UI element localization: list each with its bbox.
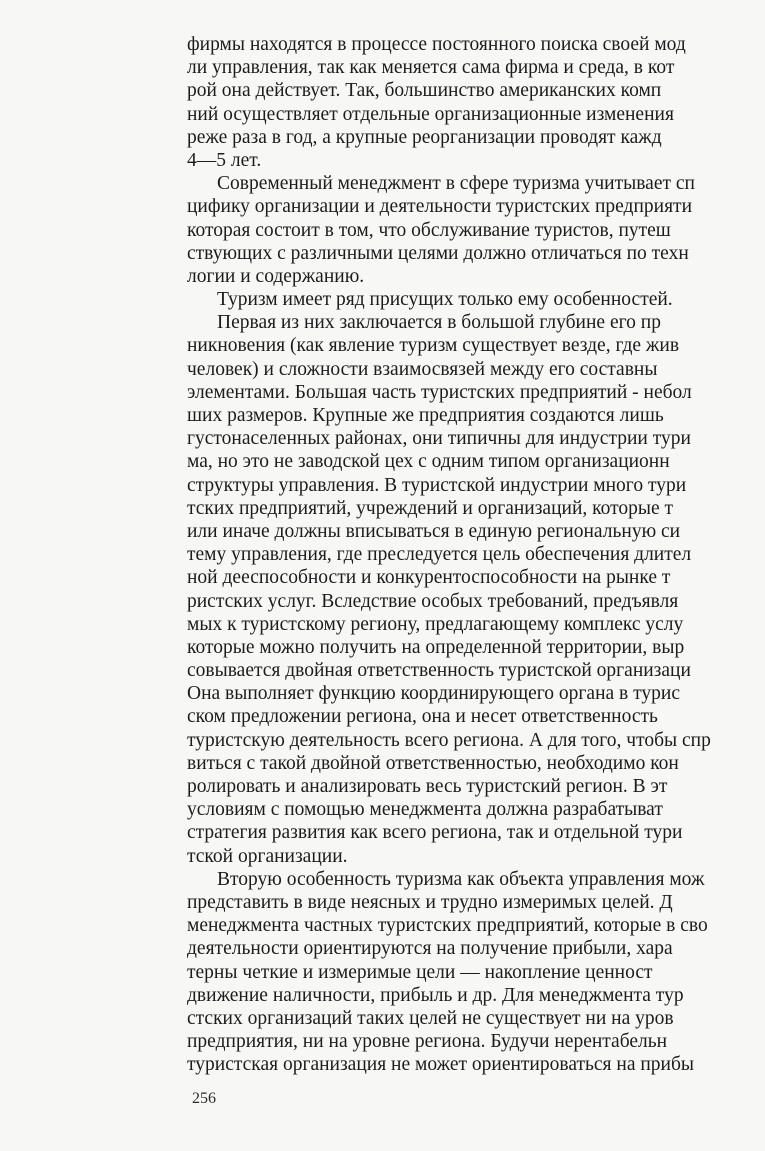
text-line: Современный менеджмент в сфере туризма учитывает сп xyxy=(217,173,695,195)
text-line: деятельности ориентируются на получение прибыли, хара xyxy=(187,938,673,960)
text-line: условиям с помощью менеджмента должна разрабатыват xyxy=(187,799,663,821)
text-line: Она выполняет функцию координирующего органа в турис xyxy=(187,683,680,705)
page-number: 256 xyxy=(192,1090,216,1107)
text-line: мых к туристскому региону, предлагающему комплекс услу xyxy=(187,613,684,635)
text-line: рой она действует. Так, большинство американских комп xyxy=(187,80,662,102)
text-line: ших размеров. Крупные же предприятия создаются лишь xyxy=(187,405,664,426)
text-line: Вторую особенность туризма как объекта управления мож xyxy=(217,868,705,890)
text-line: менеджмента частных туристских предприятий, которые в сво xyxy=(187,915,708,937)
text-line: ристских услуг. Вследствие особых требований, предъявля xyxy=(187,590,679,612)
text-line: терны четкие и измеримые цели — накопление ценност xyxy=(187,961,653,983)
text-line: реже раза в год, а крупные реорганизации проводят кажд xyxy=(187,126,662,148)
text-line: движение наличности, прибыль и др. Для менеджмента тур xyxy=(187,984,684,1006)
text-line: фирмы находятся в процессе постоянного поиска своей мод xyxy=(187,34,686,55)
text-line: цифику организации и деятельности туристских предприяти xyxy=(187,196,693,218)
text-line: которые можно получить на определенной территории, выр xyxy=(187,636,685,658)
text-line: ма, но это не заводской цех с одним типом организационн xyxy=(187,451,670,473)
text-line: совывается двойная ответственность туристской организаци xyxy=(187,660,691,682)
text-line: туристская организация не может ориентироваться на прибы xyxy=(187,1054,694,1076)
text-line: 4—5 лет. xyxy=(187,149,262,171)
text-line: ной дееспособности и конкурентоспособности на рынке т xyxy=(187,567,671,589)
text-line: структуры управления. В туристской индустрии много тури xyxy=(187,474,687,496)
text-line: Первая из них заключается в большой глубине его пр xyxy=(217,312,661,334)
text-line: ствующих с различными целями должно отличаться по техн xyxy=(187,242,689,264)
text-line: Туризм имеет ряд присущих только ему особенностей. xyxy=(217,289,673,311)
text-line: или иначе должны вписываться в единую региональную си xyxy=(187,520,681,542)
text-line: стских организаций таких целей не существует ни на уров xyxy=(187,1007,674,1029)
text-line: туристскую деятельность всего региона. А для того, чтобы спр xyxy=(187,729,711,751)
text-line: ролировать и анализировать весь туристский регион. В эт xyxy=(187,776,668,797)
text-line: тему управления, где преследуется цель обеспечения длител xyxy=(187,544,692,566)
body-text xyxy=(187,33,765,1076)
text-line: густонаселенных районах, они типичны для индустрии тури xyxy=(187,428,691,450)
text-line: ли управления, так как меняется сама фирма и среда, в кот xyxy=(187,57,675,79)
text-line: элементами. Большая часть туристских предприятий - небол xyxy=(187,381,692,403)
text-line: ний осуществляет отдельные организационные изменения xyxy=(187,103,674,125)
text-line: тской организации. xyxy=(187,845,348,867)
text-line: которая состоит в том, что обслуживание туристов, путеш xyxy=(187,219,671,241)
text-line: ском предложении региона, она и несет ответственность xyxy=(187,706,658,728)
text-line: предприятия, ни на уровне региона. Будучи нерентабельн xyxy=(187,1031,668,1053)
text-line: тских предприятий, учреждений и организаций, которые т xyxy=(187,497,674,519)
text-line: представить в виде неясных и трудно измеримых целей. Д xyxy=(187,891,673,913)
text-line: стратегия развития как всего региона, так и отдельной тури xyxy=(187,822,683,844)
text-line: логии и содержанию. xyxy=(187,265,365,287)
text-line: виться с такой двойной ответственностью, необходимо кон xyxy=(187,752,679,774)
text-line: никновения (как явление туризм существует везде, где жив xyxy=(187,335,680,357)
text-line: человек) и сложности взаимосвязей между его составны xyxy=(187,358,658,380)
